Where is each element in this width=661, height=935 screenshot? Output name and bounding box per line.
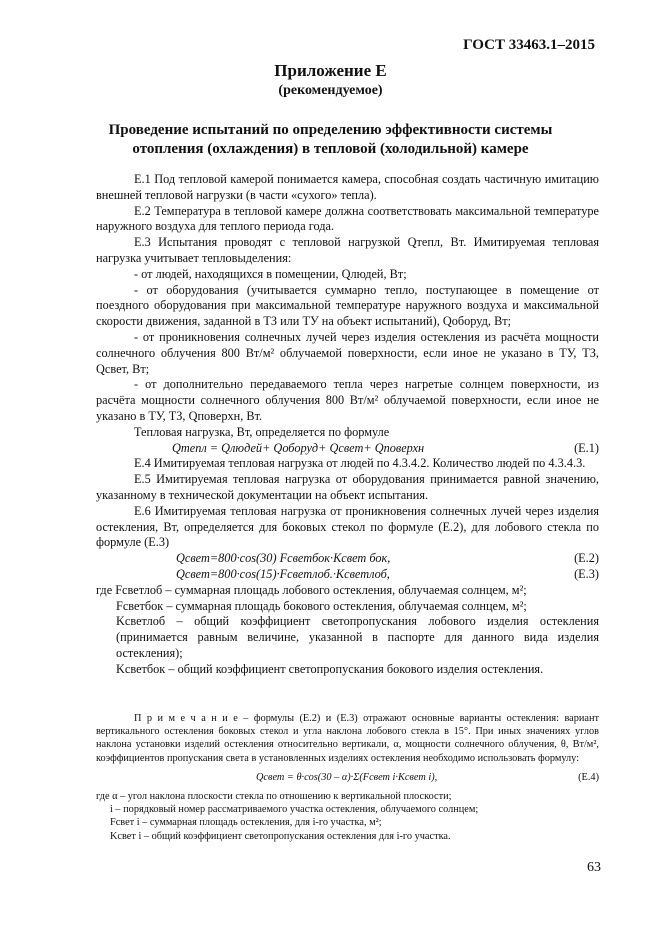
paragraph-e2: Е.2 Температура в тепловой камере должна соответствовать максимальной температуре наружного воздуха для теплого периода года. (96, 203, 599, 234)
formula-intro: Тепловая нагрузка, Вт, определяется по формуле (134, 424, 390, 439)
formula-e3-number: (Е.3) (574, 566, 599, 581)
formula-e4-number: (Е.4) (578, 771, 599, 783)
page-number: 63 (587, 860, 601, 875)
formula-e1-number: (Е.1) (574, 440, 599, 455)
paragraph-e6: Е.6 Имитируемая тепловая нагрузка от проникновения солнечных лучей через изделия остекления, Вт, определяется для боковых стекол по формуле (Е.2), для лобового стекла по формуле (Е.3) (96, 503, 599, 550)
paragraph-e1: Е.1 Под тепловой камерой понимается камера, способная создать частичную имитацию внешней тепловой нагрузки (в части «сухого» тепла). (96, 172, 599, 202)
formula-e2 (96, 551, 599, 567)
paragraph-e5: Е.5 Имитируемая тепловая нагрузка от оборудования принимается равной значению, указанному в технической документации на объект испытания. (96, 472, 599, 502)
appendix-title: Приложение Е (274, 61, 387, 80)
formula-e1-expression: Qтепл = Qлюдей+ Qоборуд+ Qсвет+ Qповерхн (172, 440, 425, 455)
appendix-subtitle: (рекомендуемое) (278, 83, 383, 98)
appendix-heading-line-1: Проведение испытаний по определению эффективности системы (108, 122, 553, 138)
where-bokovoe-coefficient: Kсветбок – общий коэффициент светопропускания бокового изделия остекления. (116, 661, 544, 676)
note-where-alpha: где α – угол наклона плоскости стекла по отношению к вертикальной плоскости; (96, 791, 452, 803)
list-item-surfaces: - от дополнительно передаваемого тепла через нагретые солнцем поверхности, из расчёта мощности солнечного облучения 800 Вт/м² облучаемой поверхности, если иное не указано в ТУ, ТЗ, Qповерхн, Вт. (96, 377, 599, 423)
note-where-i: i – порядковый номер рассматриваемого участка остекления, облучаемого солнцем; (110, 804, 479, 816)
where-bokovoe-area: Fсветбок – суммарная площадь бокового остекления, облучаемая солнцем, м²; (116, 598, 527, 613)
paragraph-e3: Е.3 Испытания проводят с тепловой нагрузкой Qтепл, Вт. Имитируемая тепловая нагрузка учитывает тепловыделения: (96, 235, 599, 265)
appendix-heading-line-2: отопления (охлаждения) в тепловой (холодильной) камере (132, 141, 529, 157)
note-block (96, 712, 599, 843)
appendix-heading (0, 121, 661, 159)
main-text (96, 172, 599, 678)
formula-e4-expression: Qсвет = θ·cos(30 – α)·Σ(Fсвет i·Kсвет i), (256, 771, 438, 783)
formula-e1 (96, 441, 599, 457)
formula-e3-expression: Qсвет=800·cos(15)·Fсветлоб.·Kсветлоб, (176, 566, 390, 581)
formula-e4 (96, 771, 599, 784)
where-lobovoe-coefficient: Kсветлоб – общий коэффициент светопропускания лобового изделия остекления (принимается равным величине, указанной в паспорте для данного вида изделия остекления); (116, 614, 599, 660)
list-item-equipment: - от оборудования (учитывается суммарно тепло, поступающее в помещение от поездного оборудования при максимальной температуре наружного воздуха и максимальной скорости движения, заданной в ТЗ или ТУ на объект испытаний), Qоборуд, Вт; (96, 282, 599, 329)
formula-e2-expression: Qсвет=800·cos(30) Fсветбок·Kсвет бок, (176, 551, 391, 566)
list-item-people: - от людей, находящихся в помещении, Qлюдей, Вт; (134, 266, 407, 281)
where-lobovoe-area: где Fсветлоб – суммарная площадь лобового остекления, облучаемая солнцем, м²; (96, 582, 527, 597)
formula-e3 (96, 567, 599, 583)
note-text: П р и м е ч а н и е – формулы (Е.2) и (Е.3) отражают основные варианты остекления: вариант вертикального остекления боковых стекол и угла наклона лобового стекла в 15°. При иных значениях углов наклона установки изделий остекления относительно вертикали, α, мощности солнечного облучения, θ, Вт/м², коэффициентов пропускания света в установленных изделиях остекления необходимо использовать формулу: (96, 713, 599, 764)
note-where-f: Fсвет i – суммарная площадь остекления, для i-го участка, м²; (110, 817, 382, 829)
standard-number: ГОСТ 33463.1–2015 (463, 37, 595, 53)
formula-e2-number: (Е.2) (574, 551, 599, 566)
note-where-k: Kсвет i – общий коэффициент светопропускания остекления для i-го участка. (110, 830, 451, 842)
list-item-solar: - от проникновения солнечных лучей через изделия остекления из расчёта мощности солнечного облучения 800 Вт/м² облучаемой поверхности, если иное не указано в ТУ, ТЗ, Qсвет, Вт; (96, 329, 599, 376)
paragraph-e4: Е.4 Имитируемая тепловая нагрузка от людей по 4.3.4.2. Количество людей по 4.3.4.3. (134, 456, 586, 471)
